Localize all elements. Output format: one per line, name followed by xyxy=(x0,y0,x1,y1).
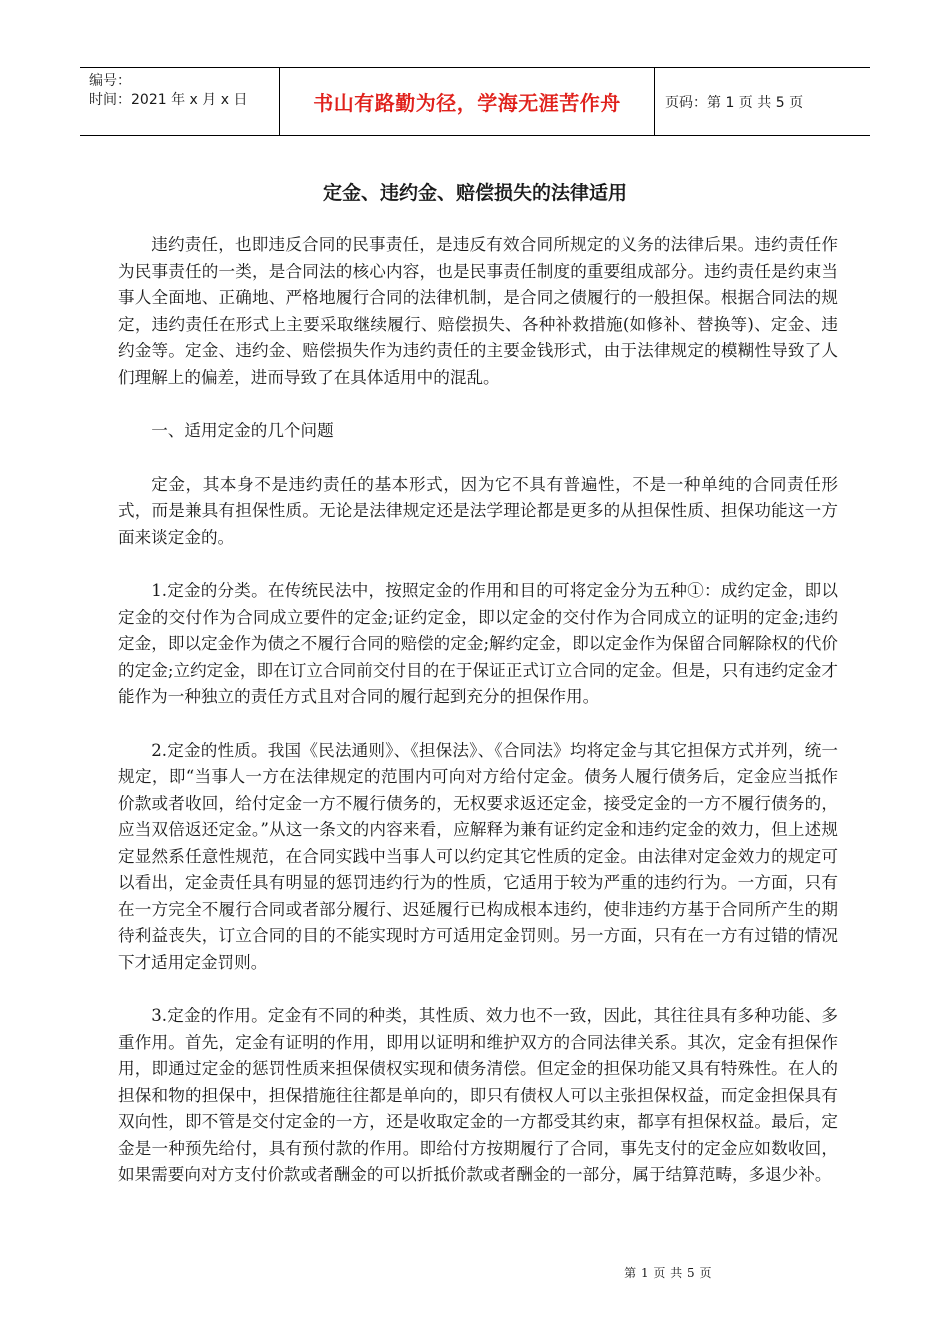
header-page-info: 页码：第 1 页 共 5 页 xyxy=(665,94,804,111)
paragraph-deposit-classification: 1.定金的分类。在传统民法中，按照定金的作用和目的可将定金分为五种①：成约定金，即以定金的交付作为合同成立要件的定金;证约定金，即以定金的交付作为合同成立的证明的定金;违约定金，即以定金作为债之不履行合同的赔偿的定金;解约定金，即以定金作为保留合同解除权的代价的定金;立约定金，即在订立合同前交付目的在于保证正式订立合同的定金。但是，只有违约定金才能作为一种独立的责任方式且对合同的履行起到充分的担保作用。 xyxy=(118,581,838,706)
document-number-label: 编号： xyxy=(89,73,131,89)
page-footer: 第 1 页 共 5 页 xyxy=(624,1266,712,1280)
paragraph-deposit-function: 3.定金的作用。定金有不同的种类，其性质、效力也不一致，因此，其往往具有多种功能、多重作用。首先，定金有证明的作用，即用以证明和维护双方的合同法律关系。其次，定金有担保作用，即通过定金的惩罚性质来担保债权实现和债务清偿。但定金的担保功能又具有特殊性。在人的担保和物的担保中，担保措施往往都是单向的，即只有债权人可以主张担保权益，而定金担保具有双向性，即不管是交付定金的一方，还是收取定金的一方都受其约束，都享有担保权益。最后，定金是一种预先给付，具有预付款的作用。即给付方按期履行了合同，事先支付的定金应如数收回，如果需要向对方支付价款或者酬金的可以折抵价款或者酬金的一部分，属于结算范畴，多退少补。 xyxy=(118,1006,838,1184)
document-time-label: 时间：2021 年 x 月 x 日 xyxy=(89,92,248,108)
header-motto: 书山有路勤为径，学海无涯苦作舟 xyxy=(280,68,655,135)
section-heading: 一、适用定金的几个问题 xyxy=(151,421,334,440)
paragraph-deposit-nature: 2.定金的性质。我国《民法通则》、《担保法》、《合同法》均将定金与其它担保方式并列，统一规定，即“当事人一方在法律规定的范围内可向对方给付定金。债务人履行债务后，定金应当抵作价款或者收回，给付定金一方不履行债务的，无权要求返还定金，接受定金的一方不履行债务的，应当双倍返还定金。”从这一条文的内容来看，应解释为兼有证约定金和违约定金的效力，但上述规定显然系任意性规范，在合同实践中当事人可以约定其它性质的定金。由法律对定金效力的规定可以看出，定金责任具有明显的惩罚违约行为的性质，它适用于较为严重的违约行为。一方面，只有在一方完全不履行合同或者部分履行、迟延履行已构成根本违约，使非违约方基于合同所产生的期待利益丧失，订立合同的目的不能实现时方可适用定金罚则。另一方面，只有在一方有过错的情况下才适用定金罚则。 xyxy=(118,740,838,972)
document-body xyxy=(118,232,838,1216)
page-header xyxy=(80,67,870,136)
header-meta-cell xyxy=(80,68,280,135)
document-title: 定金、违约金、赔偿损失的法律适用 xyxy=(322,182,627,204)
paragraph-intro: 违约责任，也即违反合同的民事责任，是违反有效合同所规定的义务的法律后果。违约责任作为民事责任的一类，是合同法的核心内容，也是民事责任制度的重要组成部分。违约责任是约束当事人全面地、正确地、严格地履行合同的法律机制，是合同之债履行的一般担保。根据合同法的规定，违约责任在形式上主要采取继续履行、赔偿损失、各种补救措施(如修补、替换等)、定金、违约金等。定金、违约金、赔偿损失作为违约责任的主要金钱形式，由于法律规定的模糊性导致了人们理解上的偏差，进而导致了在具体适用中的混乱。 xyxy=(118,235,838,387)
paragraph-deposit-overview: 定金，其本身不是违约责任的基本形式，因为它不具有普遍性，不是一种单纯的合同责任形式，而是兼具有担保性质。无论是法律规定还是法学理论都是更多的从担保性质、担保功能这一方面来谈定金的。 xyxy=(118,474,838,547)
